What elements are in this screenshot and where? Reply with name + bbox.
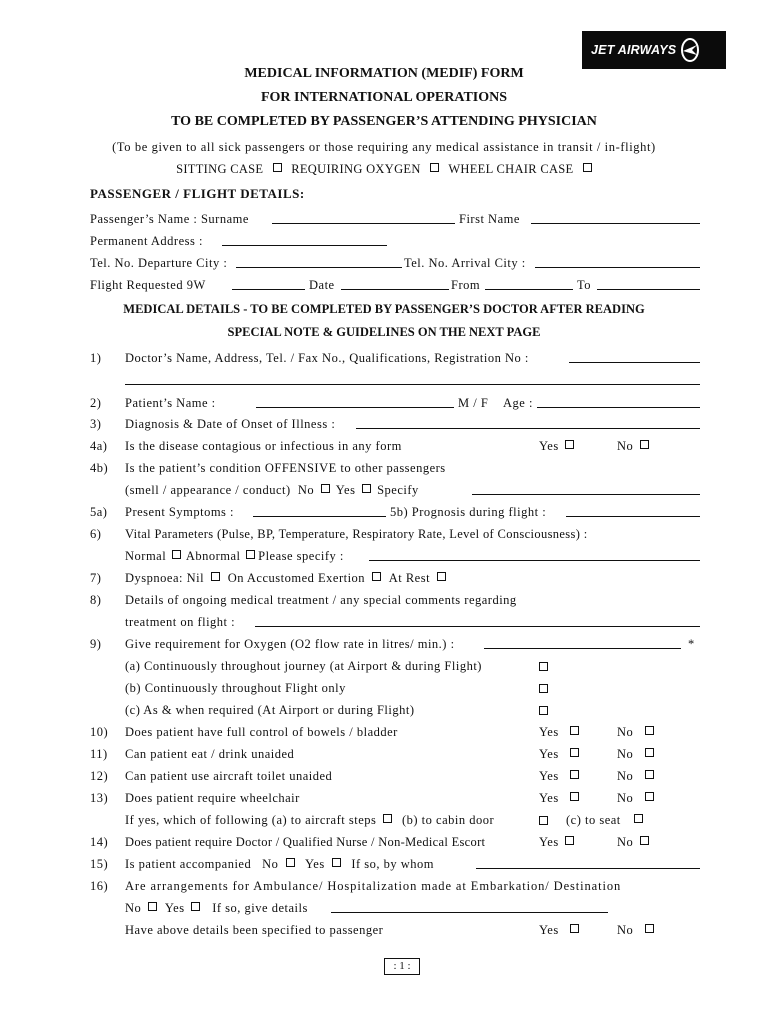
q3-number: 3) (90, 417, 102, 431)
form-subtitle: FOR INTERNATIONAL OPERATIONS (260, 90, 508, 105)
q11-yes: Yes (539, 747, 579, 762)
q11-text: Can patient eat / drink unaided (125, 747, 295, 761)
first-name-label: First Name (459, 212, 520, 226)
q16-specified-yes: Yes (539, 923, 579, 938)
q14-no: No (617, 835, 649, 850)
date-field[interactable] (341, 289, 449, 290)
q5b-text: 5b) Prognosis during flight : (390, 505, 547, 519)
q5a-text: Present Symptoms : (125, 505, 235, 519)
q13-yes-checkbox[interactable] (570, 792, 579, 801)
address-field[interactable] (222, 245, 387, 246)
q16-text: Are arrangements for Ambulance/ Hospitalization made at Embarkation/ Destination (125, 879, 622, 893)
q4a-number: 4a) (90, 439, 108, 453)
q11-yes-checkbox[interactable] (570, 748, 579, 757)
q2-age-label: Age : (503, 396, 533, 410)
q12-yes: Yes (539, 769, 579, 784)
dyspnoea-rest-checkbox[interactable] (437, 572, 446, 581)
requiring-oxygen-checkbox[interactable] (430, 163, 439, 172)
q5a-number: 5a) (90, 505, 108, 519)
q4b-number: 4b) (90, 461, 109, 475)
q13-no-checkbox[interactable] (645, 792, 654, 801)
q12-number: 12) (90, 769, 109, 783)
tel-arrival-field[interactable] (535, 267, 700, 268)
date-label: Date (309, 278, 335, 292)
q13-number: 13) (90, 791, 109, 805)
cabin-door-checkbox[interactable] (539, 816, 548, 825)
arrangement-details-field[interactable] (331, 912, 608, 913)
q16-specified-no: No (617, 923, 654, 938)
q14-text: Does patient require Doctor / Qualified Nurse / Non-Medical Escort (125, 835, 486, 849)
to-seat-checkbox[interactable] (634, 814, 643, 823)
q15-line: Is patient accompanied No Yes If so, by whom (125, 857, 435, 871)
q15-number: 15) (90, 857, 109, 871)
q4b-no-checkbox[interactable] (321, 484, 330, 493)
q4a-yes: Yes (539, 439, 574, 454)
first-name-field[interactable] (531, 223, 700, 224)
case-type-sitting: SITTING CASE (176, 162, 264, 176)
q7-line: Dyspnoea: Nil On Accustomed Exertion At Rest (125, 571, 446, 586)
case-type-row (0, 162, 768, 177)
passenger-section-heading: PASSENGER / FLIGHT DETAILS: (90, 186, 305, 201)
q14-number: 14) (90, 835, 109, 849)
sitting-case-checkbox[interactable] (273, 163, 282, 172)
q1-text: Doctor’s Name, Address, Tel. / Fax No., Qualifications, Registration No : (125, 351, 529, 365)
to-field[interactable] (597, 289, 700, 290)
q11-no: No (617, 747, 654, 762)
jet-airways-logo (582, 31, 726, 69)
age-field[interactable] (537, 407, 700, 408)
q9b-text: (b) Continuously throughout Flight only (125, 681, 346, 695)
q14-yes-checkbox[interactable] (565, 836, 574, 845)
form-title: MEDICAL INFORMATION (MEDIF) FORM (244, 66, 524, 81)
from-field[interactable] (485, 289, 573, 290)
tel-departure-field[interactable] (236, 267, 402, 268)
oxygen-flow-field[interactable] (484, 648, 681, 649)
q12-no: No (617, 769, 654, 784)
q12-yes-checkbox[interactable] (570, 770, 579, 779)
q15-no-checkbox[interactable] (286, 858, 295, 867)
q2-number: 2) (90, 396, 102, 410)
tel-arrival-label: Tel. No. Arrival City : (404, 256, 526, 270)
q4b-yes-checkbox[interactable] (362, 484, 371, 493)
airline-emblem-icon (679, 37, 701, 63)
accompanied-by-field[interactable] (476, 868, 700, 869)
q15-yes-checkbox[interactable] (332, 858, 341, 867)
case-type-oxygen: REQUIRING OXYGEN (291, 162, 421, 176)
surname-field[interactable] (272, 223, 455, 224)
q9a-text: (a) Continuously throughout journey (at Airport & during Flight) (125, 659, 482, 673)
q13-c: (c) to seat (566, 813, 643, 828)
flight-label: Flight Requested 9W (90, 278, 206, 292)
present-symptoms-field[interactable] (253, 516, 386, 517)
q8-text: Details of ongoing medical treatment / any special comments regarding (125, 593, 517, 607)
q1-number: 1) (90, 351, 102, 365)
q10-text: Does patient have full control of bowels / bladder (125, 725, 398, 739)
medical-heading-line2: SPECIAL NOTE & GUIDELINES ON THE NEXT PAGE (227, 325, 541, 339)
q1-field[interactable] (569, 362, 700, 363)
q8-subline: treatment on flight : (125, 615, 236, 629)
q9a-checkbox[interactable] (539, 662, 548, 671)
form-note: (To be given to all sick passengers or those requiring any medical assistance in transit / in-flight) (112, 140, 656, 154)
q9c-checkbox[interactable] (539, 706, 548, 715)
medical-heading-line1: MEDICAL DETAILS - TO BE COMPLETED BY PASSENGER’S DOCTOR AFTER READING (123, 302, 645, 316)
q3-text: Diagnosis & Date of Onset of Illness : (125, 417, 336, 431)
q13-subline: If yes, which of following (a) to aircraft steps (b) to cabin door (125, 813, 495, 827)
q2-text: Patient’s Name : (125, 396, 216, 410)
from-label: From (451, 278, 481, 292)
q13-no: No (617, 791, 654, 806)
q6-number: 6) (90, 527, 102, 541)
q2-mf: M / F (458, 396, 489, 410)
prognosis-field[interactable] (566, 516, 700, 517)
wheel-chair-case-checkbox[interactable] (583, 163, 592, 172)
patient-name-field[interactable] (256, 407, 454, 408)
case-type-wheelchair: WHEEL CHAIR CASE (448, 162, 574, 176)
q13-text: Does patient require wheelchair (125, 791, 300, 805)
address-label: Permanent Address : (90, 234, 203, 248)
q10-no-checkbox[interactable] (645, 726, 654, 735)
q6-subline: Normal Abnormal Please specify : (125, 549, 344, 563)
q6-text: Vital Parameters (Pulse, BP, Temperature, Respiratory Rate, Level of Consciousness) : (125, 527, 588, 541)
q16-no-checkbox[interactable] (148, 902, 157, 911)
q11-no-checkbox[interactable] (645, 748, 654, 757)
dyspnoea-exertion-checkbox[interactable] (372, 572, 381, 581)
dyspnoea-nil-checkbox[interactable] (211, 572, 220, 581)
diagnosis-field[interactable] (356, 428, 700, 429)
form-instruction-title: TO BE COMPLETED BY PASSENGER’S ATTENDING PHYSICIAN (171, 114, 597, 129)
q12-no-checkbox[interactable] (645, 770, 654, 779)
q1-field-line2[interactable] (125, 384, 700, 385)
q8-number: 8) (90, 593, 102, 607)
aircraft-steps-checkbox[interactable] (383, 814, 392, 823)
q4b-text: Is the patient’s condition OFFENSIVE to other passengers (125, 461, 446, 475)
q16-specified-text: Have above details been specified to passenger (125, 923, 384, 937)
q9-asterisk: * (688, 637, 695, 651)
q4a-no-checkbox[interactable] (640, 440, 649, 449)
vital-specify-field[interactable] (369, 560, 700, 561)
q9-number: 9) (90, 637, 102, 651)
flight-number-field[interactable] (232, 289, 305, 290)
q4a-yes-checkbox[interactable] (565, 440, 574, 449)
q9-text: Give requirement for Oxygen (O2 flow rate in litres/ min.) : (125, 637, 455, 651)
tel-departure-label: Tel. No. Departure City : (90, 256, 228, 270)
q16-number: 16) (90, 879, 109, 893)
q14-yes: Yes (539, 835, 574, 850)
page-number: : 1 : (384, 958, 420, 975)
q9b-checkbox[interactable] (539, 684, 548, 693)
q16-specified-no-checkbox[interactable] (645, 924, 654, 933)
q14-no-checkbox[interactable] (640, 836, 649, 845)
q11-number: 11) (90, 747, 108, 761)
q4b-specify-field[interactable] (472, 494, 700, 495)
q6-abnormal-checkbox[interactable] (246, 550, 255, 559)
q4b-subline: (smell / appearance / conduct) No Yes Specify (125, 483, 419, 497)
q6-normal-checkbox[interactable] (172, 550, 181, 559)
q4a-no: No (617, 439, 649, 454)
q13-yes: Yes (539, 791, 579, 806)
treatment-field[interactable] (255, 626, 700, 627)
q16-subline: No Yes If so, give details (125, 901, 308, 915)
logo-text: JET AIRWAYS (591, 43, 677, 57)
q16-yes-checkbox[interactable] (191, 902, 200, 911)
q10-number: 10) (90, 725, 109, 739)
q10-yes-checkbox[interactable] (570, 726, 579, 735)
q16-specified-yes-checkbox[interactable] (570, 924, 579, 933)
q9c-text: (c) As & when required (At Airport or during Flight) (125, 703, 415, 717)
q10-yes: Yes (539, 725, 579, 740)
q4a-text: Is the disease contagious or infectious in any form (125, 439, 402, 453)
q7-number: 7) (90, 571, 102, 585)
q10-no: No (617, 725, 654, 740)
q12-text: Can patient use aircraft toilet unaided (125, 769, 333, 783)
surname-label: Passenger’s Name : Surname (90, 212, 249, 226)
to-label: To (577, 278, 592, 292)
